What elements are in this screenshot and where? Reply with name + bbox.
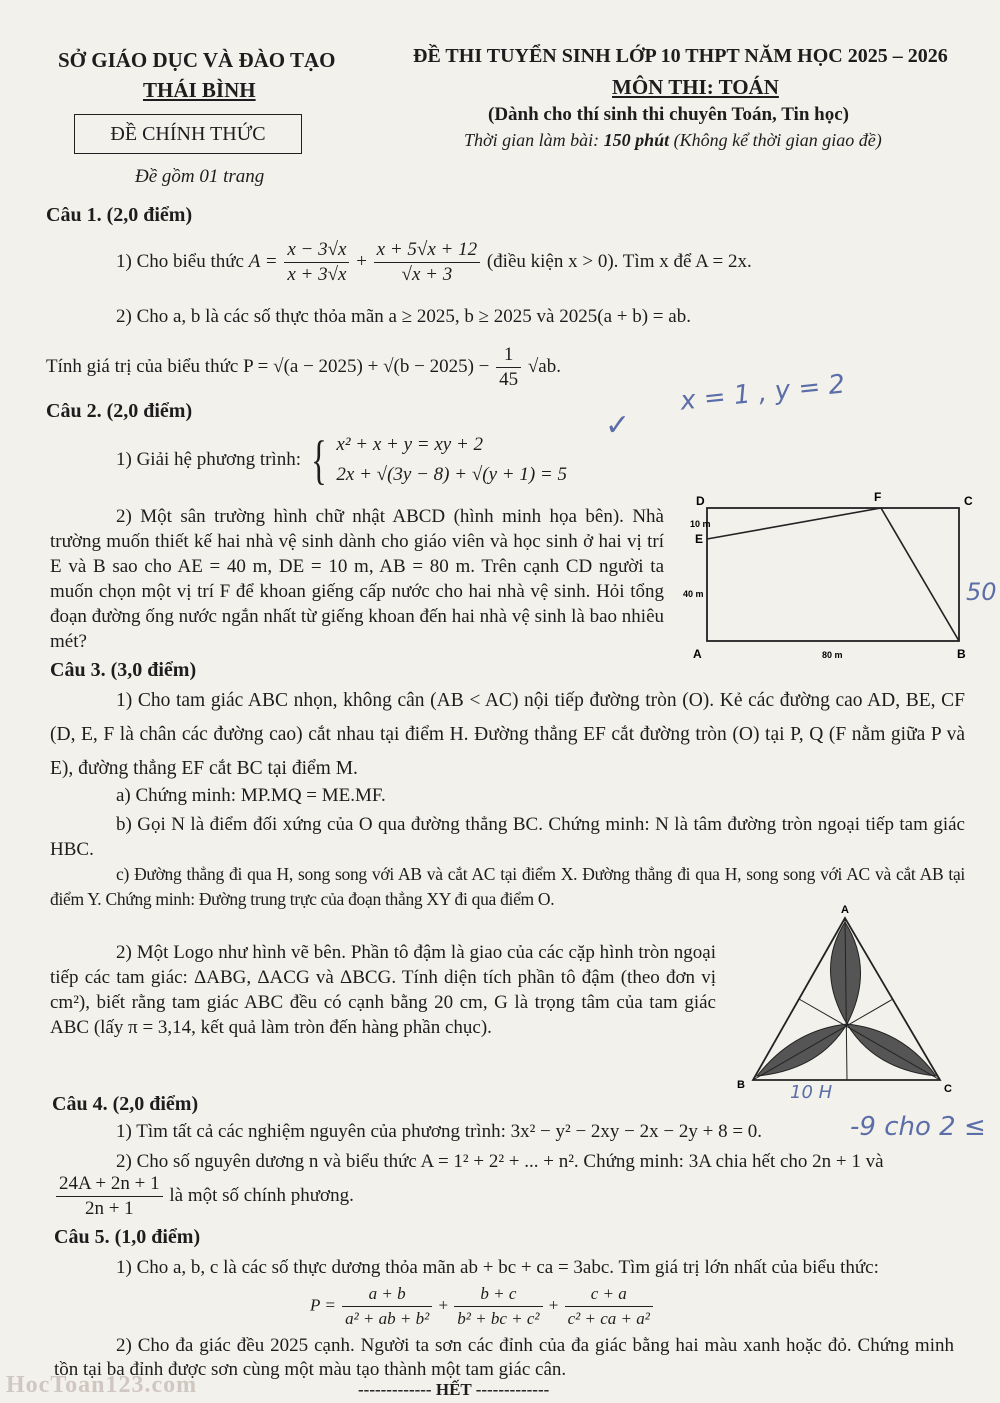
exam-title: ĐỀ THI TUYỂN SINH LỚP 10 THPT NĂM HỌC 2025 – 2026 (413, 45, 948, 67)
label-AE-length: 40 m (683, 589, 704, 599)
q1-p2-frac-den: 45 (499, 369, 519, 390)
label-E: E (695, 532, 704, 546)
q5-P: P = (310, 1295, 336, 1315)
q5-part2: 2) Cho đa giác đều 2025 cạnh. Người ta sơn các đỉnh của đa giác bằng hai màu xanh hoặc đỏ. Chứng minh tồn tại ba đỉnh được sơn cùng một màu tạo thành một tam giác cân. (54, 1335, 954, 1380)
q5-frac3 (565, 1282, 653, 1331)
q1-part2: 2) Cho a, b là các số thực thỏa mãn a ≥ 2025, b ≥ 2025 và 2025(a + b) = ab. (116, 306, 691, 327)
q3-part1: 1) Cho tam giác ABC nhọn, không cân (AB < AC) nội tiếp đường tròn (O). Kẻ các đường cao AD, BE, CF (D, E, F là chân các đường cao) cắt nhau tại điểm H. Đường thẳng EF cắt đường tròn (O) tại P, Q (F nằm giữa P và E), đường thẳng EF cắt BC tại điểm M. (50, 690, 965, 779)
end-marker: ------------- HẾT ------------- (358, 1380, 550, 1399)
q2-p1-text: 1) Giải hệ phương trình: (116, 449, 301, 470)
q1-p1-text: 1) Cho biểu thức (116, 250, 244, 272)
q5-f1-den: a² + ab + b² (345, 1309, 430, 1328)
official-exam-box: ĐỀ CHÍNH THỨC (74, 114, 302, 154)
q4-part2-frac-line (54, 1172, 354, 1221)
q1-p2-frac (496, 343, 521, 392)
q4-title: Câu 4. (2,0 điểm) (52, 1093, 199, 1115)
department-name: SỞ GIÁO DỤC VÀ ĐÀO TẠO (58, 48, 336, 72)
q5-f2-num: b + c (454, 1282, 542, 1307)
time-line (464, 130, 882, 151)
logo-label-A: A (841, 904, 849, 916)
q5-f3-den: c² + ca + a² (567, 1309, 650, 1328)
handwritten-note-solution: x = 1 , y = 2 (678, 369, 847, 417)
equation-system (336, 430, 567, 490)
q3-part1a: a) Chứng minh: MP.MQ = ME.MF. (116, 785, 386, 806)
q1-p2-frac-num: 1 (496, 343, 521, 368)
q5-title: Câu 5. (1,0 điểm) (54, 1226, 201, 1248)
q5-frac1 (342, 1282, 432, 1331)
q5-part1-expr: P = $\frac{a + b}{\text{a² + ab + b²}}$ + $\frac{b + c}{\text{b² + bc + c²}}$ + $\frac{c + a}{\text{c² + ca + a²}}$ (310, 1282, 655, 1331)
yard-rectangle (707, 508, 959, 641)
province-name: THÁI BÌNH (143, 78, 256, 102)
label-F: F (874, 490, 882, 504)
q5-part1: 1) Cho a, b, c là các số thực dương thỏa mãn ab + bc + ca = 3abc. Tìm giá trị lớn nhất của biểu thức: (116, 1257, 879, 1278)
q3-part1c: c) Đường thẳng đi qua H, song song với AB và cắt AC tại điểm X. Đường thẳng đi qua H, song song với AC và cắt AB tại điểm Y. Chứng minh: Đường trung trực của đoạn thẳng XY đi qua điểm O. (50, 864, 965, 909)
label-A: A (693, 647, 702, 661)
q4-part2: 2) Cho số nguyên dương n và biểu thức A = 1² + 2² + ... + n². Chứng minh: 3A chia hết cho 2n + 1 và (116, 1151, 884, 1172)
q1-p2-expr-tail: √ab. (527, 355, 561, 377)
q5-frac2 (454, 1282, 542, 1331)
q1-p1-tail: (điều kiện x > 0). Tìm x để A = 2x. (486, 250, 752, 272)
q2-title: Câu 2. (2,0 điểm) (46, 400, 193, 422)
q4-p2-tail: là một số chính phương. (169, 1184, 354, 1206)
q1-frac1 (284, 238, 349, 287)
handwritten-note-right: -9 cho 2 ≤ (850, 1112, 986, 1142)
logo-label-C: C (944, 1083, 952, 1095)
handwritten-note-figure: 10 H (790, 1082, 833, 1103)
q3-title: Câu 3. (3,0 điểm) (50, 659, 197, 681)
time-value: 150 phút (603, 130, 670, 150)
q1-title: Câu 1. (2,0 điểm) (46, 204, 193, 226)
schoolyard-figure (680, 490, 980, 670)
q2-eq1: x² + x + y = xy + 2 (336, 434, 484, 455)
q5-f2-den: b² + bc + c² (457, 1309, 540, 1328)
q4-part1: 1) Tìm tất cả các nghiệm nguyên của phương trình: 3x² − y² − 2xy − 2x − 2y + 8 = 0. (116, 1121, 763, 1142)
q1-frac2-num: x + 5√x + 12 (374, 238, 480, 263)
q1-frac1-num: x − 3√x (284, 238, 349, 263)
pages-note: Đề gồm 01 trang (135, 166, 265, 187)
q1-frac1-den: x + 3√x (287, 264, 347, 285)
q2-part1 (116, 430, 567, 490)
subject-line: MÔN THI: TOÁN (612, 75, 779, 99)
q4-frac (56, 1172, 163, 1221)
q4-frac-num: 24A + 2n + 1 (56, 1172, 163, 1197)
time-prefix: Thời gian làm bài: (464, 130, 604, 150)
q1-p1-A: A = (248, 250, 278, 272)
pipe-E-F (707, 508, 881, 539)
logo-label-B: B (737, 1079, 745, 1091)
q5-f1-num: a + b (342, 1282, 432, 1307)
site-watermark: HocToan123.com (6, 1372, 198, 1398)
q1-part2-expr (46, 343, 561, 392)
logo-figure (735, 900, 965, 1095)
q1-p2-expr-text: Tính giá trị của biểu thức P = √(a − 2025) + √(b − 2025) − (46, 355, 490, 377)
pipe-F-B (881, 508, 959, 641)
handwritten-checkmark: ✓ (605, 408, 631, 443)
label-AB-length: 80 m (822, 650, 843, 660)
audience-line: (Dành cho thí sinh thi chuyên Toán, Tin học) (488, 104, 849, 125)
q3-part2: 2) Một Logo như hình vẽ bên. Phần tô đậm là giao của các cặp hình tròn ngoại tiếp các tam giác: ΔABG, ΔACG và ΔBCG. Tính diện tích phần tô đậm (theo đơn vị cm²), biết rằng tam giác ABC đều có cạnh bằng 20 cm, G là trọng tâm của tam giác ABC (lấy π = 3,14, kết quả làm tròn đến hàng phần chục). (50, 942, 716, 1038)
system-brace: { (310, 430, 327, 490)
time-suffix: (Không kể thời gian giao đề) (669, 130, 882, 150)
q3-part1b: b) Gọi N là điểm đối xứng của O qua đường thẳng BC. Chứng minh: N là tâm đường tròn ngoại tiếp tam giác HBC. (50, 814, 965, 860)
q1-frac2-den: √x + 3 (401, 264, 453, 285)
q1-part1: 1) Cho biểu thức A = $\frac{x - 3√x}{x + 3√x}$ + $\frac{x + 5√x + 12}{√x + 3}$ (điều kiện x > 0). Tìm x để A = 2x. (116, 239, 752, 285)
label-C: C (964, 494, 973, 508)
label-D: D (696, 494, 705, 508)
q4-frac-den: 2n + 1 (84, 1198, 134, 1219)
handwritten-note-50: 50 (966, 578, 997, 606)
label-B: B (957, 647, 966, 661)
label-DE-length: 10 m (690, 519, 711, 529)
q1-frac2 (374, 238, 480, 287)
q2-part2: 2) Một sân trường hình chữ nhật ABCD (hình minh họa bên). Nhà trường muốn thiết kế hai nhà vệ sinh dành cho giáo viên và học sinh ở hai vị trí E và B sao cho AE = 40 m, DE = 10 m, AB = 80 m. Trên cạnh CD người ta muốn chọn một vị trí F để khoan giếng cấp nước cho hai nhà vệ sinh. Hỏi tổng đoạn đường ống nước ngắn nhất từ giếng khoan đến hai nhà vệ sinh là bao nhiêu mét? (50, 506, 664, 652)
q2-eq2: 2x + √(3y − 8) + √(y + 1) = 5 (336, 464, 567, 485)
q5-f3-num: c + a (565, 1282, 653, 1307)
